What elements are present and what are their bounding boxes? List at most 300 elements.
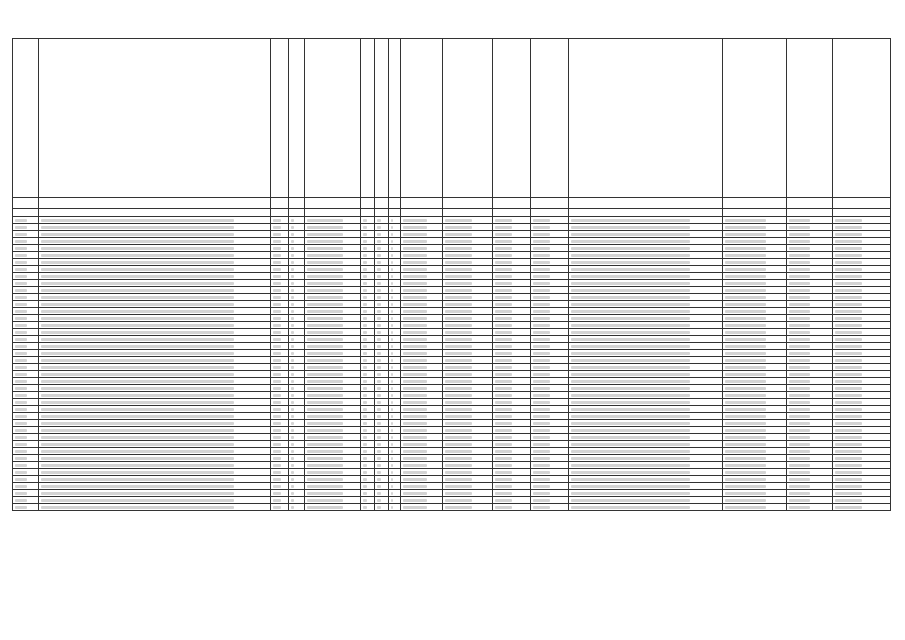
column-header — [401, 39, 443, 198]
text-placeholder — [403, 492, 427, 495]
text-placeholder — [41, 450, 234, 453]
text-placeholder — [15, 478, 27, 481]
text-placeholder — [363, 338, 367, 341]
table-cell — [39, 490, 271, 497]
table-row — [13, 448, 891, 455]
text-placeholder — [725, 233, 766, 236]
text-placeholder — [533, 317, 550, 320]
text-placeholder — [725, 359, 766, 362]
table-cell — [271, 413, 289, 420]
table-row — [13, 245, 891, 252]
column-number-row — [13, 209, 891, 217]
table-cell — [569, 336, 723, 343]
text-placeholder — [41, 261, 234, 264]
text-placeholder — [835, 268, 862, 271]
table-cell — [723, 329, 787, 336]
table-cell — [39, 266, 271, 273]
table-cell — [389, 301, 401, 308]
table-row — [13, 413, 891, 420]
text-placeholder — [835, 387, 862, 390]
text-placeholder — [403, 317, 427, 320]
table-row — [13, 259, 891, 266]
table-cell — [271, 364, 289, 371]
text-placeholder — [15, 331, 27, 334]
table-cell — [375, 455, 389, 462]
text-placeholder — [15, 408, 27, 411]
table-cell — [569, 252, 723, 259]
text-placeholder — [307, 394, 343, 397]
text-placeholder — [533, 345, 550, 348]
table-cell — [361, 238, 375, 245]
text-placeholder — [725, 226, 766, 229]
text-placeholder — [363, 394, 367, 397]
table-cell — [493, 399, 531, 406]
text-placeholder — [835, 310, 862, 313]
text-placeholder — [273, 464, 281, 467]
text-placeholder — [363, 401, 367, 404]
table-cell — [271, 476, 289, 483]
table-cell — [493, 413, 531, 420]
table-row — [13, 322, 891, 329]
text-placeholder — [725, 443, 766, 446]
text-placeholder — [445, 359, 472, 362]
column-header — [493, 39, 531, 198]
text-placeholder — [403, 254, 427, 257]
text-placeholder — [571, 506, 690, 509]
text-placeholder — [403, 394, 427, 397]
text-placeholder — [789, 359, 810, 362]
table-cell — [833, 294, 891, 301]
table-cell — [361, 378, 375, 385]
table-cell — [389, 245, 401, 252]
text-placeholder — [15, 359, 27, 362]
table-cell — [375, 357, 389, 364]
table-cell — [401, 329, 443, 336]
table-cell — [569, 378, 723, 385]
text-placeholder — [41, 429, 234, 432]
table-cell — [787, 406, 833, 413]
text-placeholder — [391, 492, 393, 495]
table-cell — [531, 371, 569, 378]
text-placeholder — [391, 282, 393, 285]
table-cell — [39, 399, 271, 406]
table-cell — [401, 322, 443, 329]
table-cell — [723, 294, 787, 301]
table-cell — [13, 504, 39, 511]
table-cell — [305, 469, 361, 476]
text-placeholder — [273, 366, 281, 369]
table-cell — [401, 483, 443, 490]
text-placeholder — [571, 338, 690, 341]
table-cell — [389, 392, 401, 399]
text-placeholder — [291, 422, 294, 425]
table-cell — [13, 455, 39, 462]
table-cell — [401, 280, 443, 287]
text-placeholder — [363, 254, 367, 257]
column-number — [443, 209, 493, 217]
text-placeholder — [789, 450, 810, 453]
text-placeholder — [533, 373, 550, 376]
text-placeholder — [533, 450, 550, 453]
housing-register-table — [12, 38, 891, 511]
table-cell — [375, 434, 389, 441]
text-placeholder — [533, 331, 550, 334]
text-placeholder — [363, 324, 367, 327]
text-placeholder — [273, 499, 281, 502]
text-placeholder — [835, 219, 862, 222]
table-cell — [13, 245, 39, 252]
text-placeholder — [403, 303, 427, 306]
text-placeholder — [15, 310, 27, 313]
table-cell — [401, 392, 443, 399]
text-placeholder — [533, 366, 550, 369]
table-cell — [289, 280, 305, 287]
table-cell — [389, 217, 401, 224]
table-cell — [361, 413, 375, 420]
text-placeholder — [725, 380, 766, 383]
table-cell — [833, 287, 891, 294]
text-placeholder — [533, 443, 550, 446]
table-cell — [787, 420, 833, 427]
text-placeholder — [495, 275, 512, 278]
table-cell — [389, 266, 401, 273]
text-placeholder — [391, 506, 393, 509]
table-cell — [531, 476, 569, 483]
table-cell — [39, 322, 271, 329]
text-placeholder — [533, 275, 550, 278]
text-placeholder — [533, 429, 550, 432]
table-cell — [569, 238, 723, 245]
table-cell — [271, 322, 289, 329]
table-cell — [787, 441, 833, 448]
table-cell — [13, 434, 39, 441]
table-cell — [375, 448, 389, 455]
table-cell — [833, 238, 891, 245]
table-cell — [305, 336, 361, 343]
text-placeholder — [377, 387, 381, 390]
text-placeholder — [291, 429, 294, 432]
text-placeholder — [571, 408, 690, 411]
text-placeholder — [445, 303, 472, 306]
table-row — [13, 301, 891, 308]
table-cell — [361, 490, 375, 497]
text-placeholder — [445, 226, 472, 229]
text-placeholder — [789, 310, 810, 313]
text-placeholder — [571, 261, 690, 264]
text-placeholder — [15, 450, 27, 453]
text-placeholder — [789, 436, 810, 439]
text-placeholder — [533, 240, 550, 243]
text-placeholder — [307, 366, 343, 369]
text-placeholder — [273, 485, 281, 488]
table-cell — [305, 483, 361, 490]
text-placeholder — [391, 401, 393, 404]
table-cell — [305, 448, 361, 455]
table-cell — [531, 315, 569, 322]
text-placeholder — [533, 422, 550, 425]
text-placeholder — [835, 422, 862, 425]
table-cell — [305, 343, 361, 350]
text-placeholder — [835, 289, 862, 292]
text-placeholder — [291, 275, 294, 278]
table-cell — [833, 245, 891, 252]
text-placeholder — [15, 373, 27, 376]
table-cell — [787, 476, 833, 483]
table-row — [13, 287, 891, 294]
table-cell — [13, 343, 39, 350]
text-placeholder — [15, 303, 27, 306]
text-placeholder — [363, 478, 367, 481]
text-placeholder — [533, 226, 550, 229]
text-placeholder — [495, 506, 512, 509]
text-placeholder — [495, 485, 512, 488]
text-placeholder — [377, 471, 381, 474]
text-placeholder — [835, 338, 862, 341]
text-placeholder — [789, 268, 810, 271]
text-placeholder — [571, 289, 690, 292]
text-placeholder — [725, 499, 766, 502]
table-body — [13, 217, 891, 511]
text-placeholder — [307, 247, 343, 250]
table-cell — [289, 252, 305, 259]
table-cell — [723, 343, 787, 350]
text-placeholder — [41, 240, 234, 243]
text-placeholder — [363, 485, 367, 488]
table-cell — [723, 406, 787, 413]
text-placeholder — [403, 352, 427, 355]
text-placeholder — [725, 457, 766, 460]
text-placeholder — [495, 324, 512, 327]
table-cell — [289, 329, 305, 336]
table-cell — [271, 280, 289, 287]
text-placeholder — [495, 457, 512, 460]
text-placeholder — [307, 422, 343, 425]
text-placeholder — [403, 471, 427, 474]
table-cell — [271, 343, 289, 350]
table-cell — [401, 294, 443, 301]
table-cell — [289, 427, 305, 434]
table-cell — [271, 231, 289, 238]
text-placeholder — [835, 401, 862, 404]
table-cell — [289, 504, 305, 511]
text-placeholder — [15, 240, 27, 243]
text-placeholder — [391, 254, 393, 257]
table-cell — [493, 427, 531, 434]
text-placeholder — [363, 303, 367, 306]
table-cell — [375, 427, 389, 434]
text-placeholder — [363, 345, 367, 348]
text-placeholder — [403, 233, 427, 236]
table-cell — [375, 476, 389, 483]
table-row — [13, 490, 891, 497]
table-cell — [531, 273, 569, 280]
table-cell — [289, 259, 305, 266]
table-row — [13, 329, 891, 336]
text-placeholder — [789, 499, 810, 502]
table-cell — [401, 224, 443, 231]
table-cell — [361, 336, 375, 343]
table-cell — [361, 476, 375, 483]
text-placeholder — [495, 233, 512, 236]
text-placeholder — [445, 282, 472, 285]
text-placeholder — [789, 331, 810, 334]
text-placeholder — [571, 359, 690, 362]
column-header — [833, 39, 891, 198]
text-placeholder — [445, 373, 472, 376]
table-cell — [271, 350, 289, 357]
text-placeholder — [495, 492, 512, 495]
table-cell — [375, 469, 389, 476]
text-placeholder — [291, 219, 294, 222]
table-row — [13, 238, 891, 245]
table-row — [13, 364, 891, 371]
table-cell — [389, 350, 401, 357]
table-cell — [271, 266, 289, 273]
table-cell — [13, 427, 39, 434]
table-cell — [493, 217, 531, 224]
text-placeholder — [377, 478, 381, 481]
table-cell — [39, 287, 271, 294]
text-placeholder — [291, 240, 294, 243]
table-cell — [401, 364, 443, 371]
text-placeholder — [273, 233, 281, 236]
table-cell — [493, 294, 531, 301]
table-cell — [569, 350, 723, 357]
table-cell — [375, 217, 389, 224]
table-cell — [289, 245, 305, 252]
text-placeholder — [533, 485, 550, 488]
text-placeholder — [445, 387, 472, 390]
text-placeholder — [571, 331, 690, 334]
table-cell — [833, 441, 891, 448]
table-cell — [289, 413, 305, 420]
table-cell — [39, 371, 271, 378]
text-placeholder — [835, 226, 862, 229]
table-cell — [389, 336, 401, 343]
text-placeholder — [835, 464, 862, 467]
column-header — [375, 39, 389, 198]
table-cell — [493, 224, 531, 231]
text-placeholder — [533, 394, 550, 397]
text-placeholder — [571, 310, 690, 313]
column-unit — [361, 198, 375, 209]
table-cell — [271, 357, 289, 364]
column-number — [401, 209, 443, 217]
table-cell — [389, 462, 401, 469]
table-cell — [375, 259, 389, 266]
text-placeholder — [495, 282, 512, 285]
table-cell — [289, 315, 305, 322]
table-cell — [443, 301, 493, 308]
table-cell — [361, 399, 375, 406]
table-cell — [531, 392, 569, 399]
table-cell — [569, 462, 723, 469]
text-placeholder — [377, 289, 381, 292]
table-cell — [389, 504, 401, 511]
table-row — [13, 399, 891, 406]
text-placeholder — [307, 338, 343, 341]
table-cell — [723, 490, 787, 497]
text-placeholder — [533, 471, 550, 474]
text-placeholder — [307, 443, 343, 446]
table-cell — [723, 231, 787, 238]
table-cell — [401, 378, 443, 385]
table-cell — [493, 245, 531, 252]
table-cell — [401, 259, 443, 266]
table-cell — [361, 371, 375, 378]
table-cell — [305, 266, 361, 273]
table-cell — [787, 371, 833, 378]
text-placeholder — [363, 373, 367, 376]
table-cell — [531, 259, 569, 266]
table-cell — [389, 448, 401, 455]
table-cell — [569, 245, 723, 252]
text-placeholder — [403, 506, 427, 509]
text-placeholder — [391, 443, 393, 446]
table-cell — [493, 308, 531, 315]
table-cell — [13, 294, 39, 301]
text-placeholder — [533, 499, 550, 502]
text-placeholder — [445, 478, 472, 481]
text-placeholder — [291, 408, 294, 411]
text-placeholder — [725, 331, 766, 334]
table-cell — [531, 364, 569, 371]
text-placeholder — [363, 415, 367, 418]
column-header — [787, 39, 833, 198]
table-cell — [833, 406, 891, 413]
text-placeholder — [307, 464, 343, 467]
table-cell — [271, 469, 289, 476]
text-placeholder — [377, 499, 381, 502]
table-cell — [401, 504, 443, 511]
table-cell — [13, 273, 39, 280]
table-cell — [493, 462, 531, 469]
text-placeholder — [403, 499, 427, 502]
text-placeholder — [403, 275, 427, 278]
table-row — [13, 350, 891, 357]
text-placeholder — [307, 268, 343, 271]
table-cell — [289, 448, 305, 455]
text-placeholder — [291, 450, 294, 453]
text-placeholder — [571, 443, 690, 446]
text-placeholder — [307, 436, 343, 439]
text-placeholder — [403, 331, 427, 334]
text-placeholder — [377, 380, 381, 383]
text-placeholder — [15, 401, 27, 404]
text-placeholder — [291, 471, 294, 474]
text-placeholder — [445, 268, 472, 271]
table-cell — [787, 329, 833, 336]
text-placeholder — [377, 464, 381, 467]
table-cell — [443, 448, 493, 455]
text-placeholder — [835, 485, 862, 488]
table-cell — [401, 371, 443, 378]
table-cell — [361, 434, 375, 441]
table-cell — [401, 343, 443, 350]
table-cell — [289, 441, 305, 448]
table-cell — [375, 329, 389, 336]
table-cell — [39, 280, 271, 287]
text-placeholder — [307, 317, 343, 320]
table-cell — [389, 399, 401, 406]
table-cell — [271, 462, 289, 469]
text-placeholder — [789, 247, 810, 250]
text-placeholder — [41, 499, 234, 502]
text-placeholder — [273, 380, 281, 383]
column-number — [531, 209, 569, 217]
table-cell — [531, 497, 569, 504]
text-placeholder — [377, 457, 381, 460]
